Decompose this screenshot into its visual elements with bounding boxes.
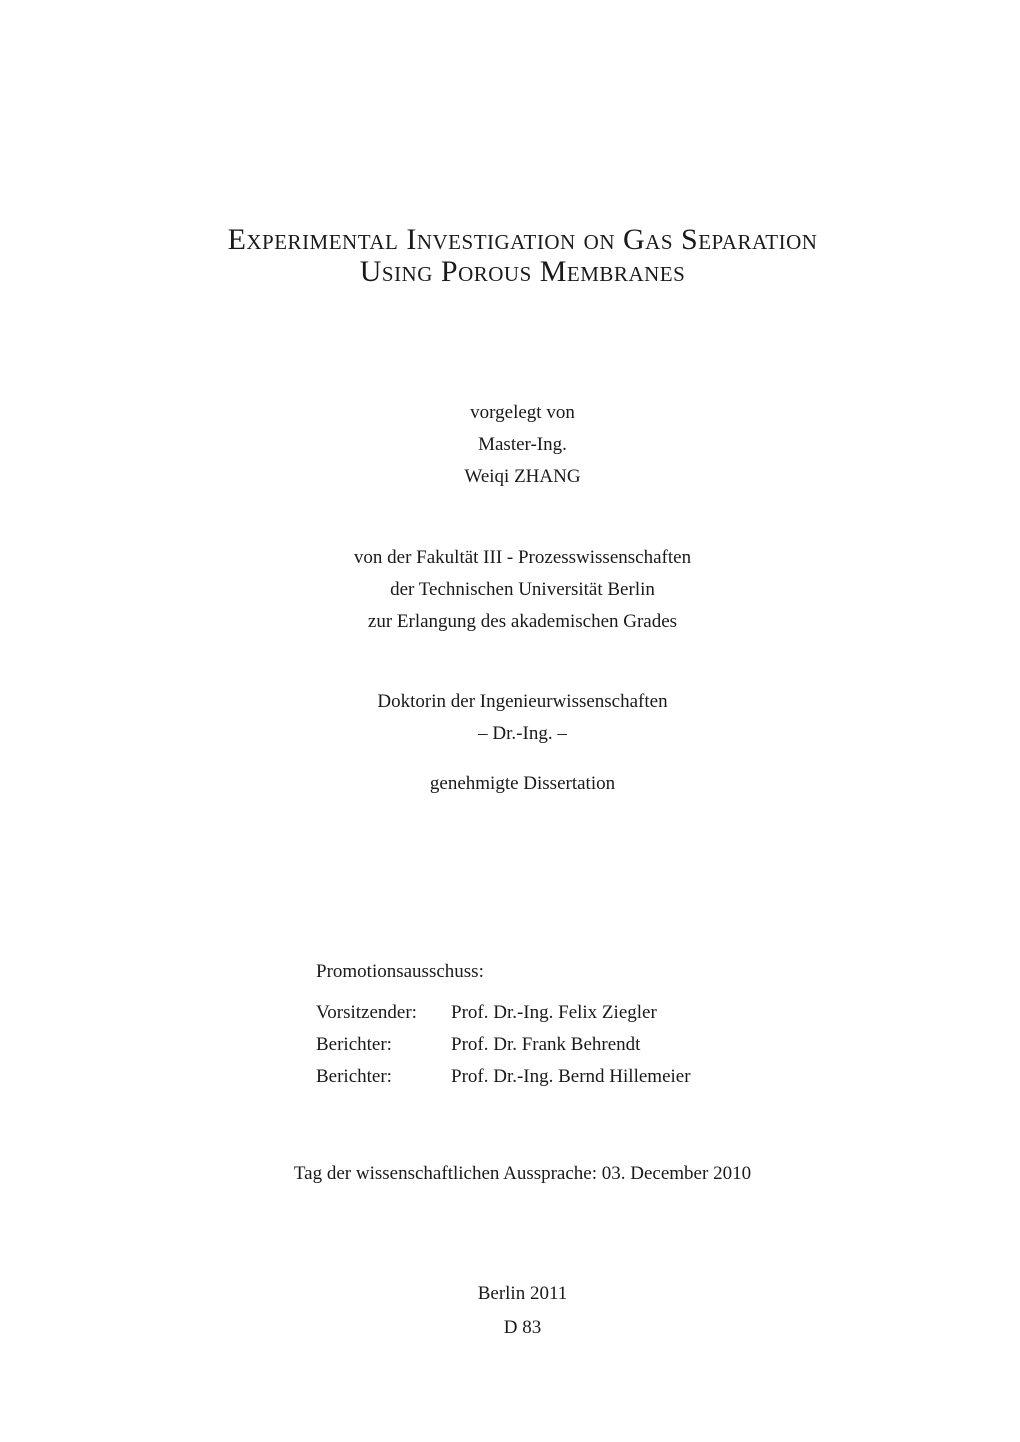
- faculty-line-1: von der Fakultät III - Prozesswissenschaften: [353, 547, 692, 568]
- faculty-line-3: zur Erlangung des akademischen Grades: [367, 611, 678, 632]
- committee-heading: Promotionsausschuss:: [316, 961, 484, 982]
- thesis-title-line-1: Experimental Investigation on Gas Separation: [227, 223, 818, 256]
- committee-name: Prof. Dr. Frank Behrendt: [451, 1034, 641, 1055]
- author-degree: Master-Ing.: [478, 434, 567, 455]
- degree-abbreviation: – Dr.-Ing. –: [478, 723, 567, 744]
- committee-name: Prof. Dr.-Ing. Bernd Hillemeier: [451, 1066, 691, 1087]
- author-name: Weiqi ZHANG: [464, 466, 581, 487]
- presented-by: vorgelegt von: [470, 402, 575, 423]
- defense-date: Tag der wissenschaftlichen Aussprache: 03. December 2010: [293, 1163, 752, 1184]
- committee-role: Vorsitzender:: [316, 1002, 417, 1023]
- faculty-line-2: der Technischen Universität Berlin: [390, 579, 655, 600]
- committee-role: Berichter:: [316, 1034, 392, 1055]
- committee-role: Berichter:: [316, 1066, 392, 1087]
- approval-statement: genehmigte Dissertation: [429, 773, 616, 794]
- degree-name: Doktorin der Ingenieurwissenschaften: [377, 691, 668, 712]
- committee-name: Prof. Dr.-Ing. Felix Ziegler: [451, 1002, 657, 1023]
- committee-member: [316, 1001, 657, 1025]
- thesis-title-line-2: Using Porous Membranes: [359, 255, 686, 288]
- university-code: D 83: [503, 1317, 542, 1338]
- committee-member: [316, 1065, 691, 1089]
- committee-member: [316, 1033, 640, 1057]
- place-year: Berlin 2011: [477, 1283, 568, 1304]
